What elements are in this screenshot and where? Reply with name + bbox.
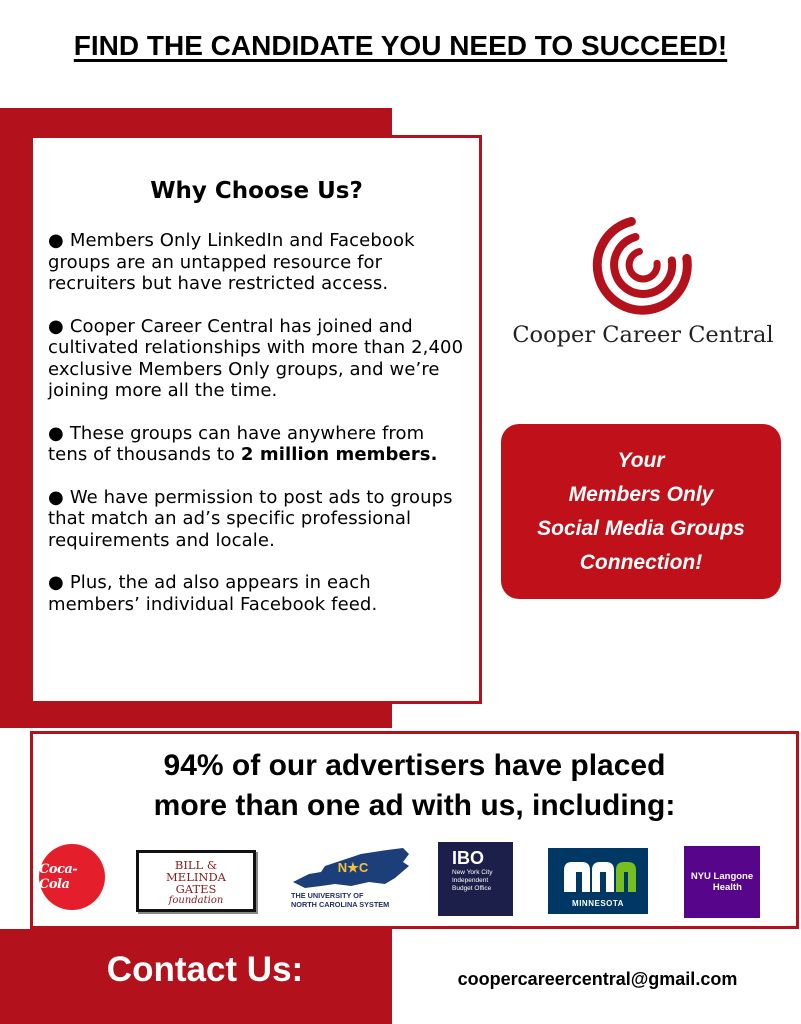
advertisers-box [30,731,799,929]
unc-line: NORTH CAROLINA SYSTEM [291,899,390,909]
ibo-line: Budget Office [452,885,492,892]
bullet-text: These groups can have anywhere from tens of thousands to [48,422,425,465]
gates-line: GATES [175,882,217,896]
bullet-text: Plus, the ad also appears in each members’ individual Facebook feed. [48,572,378,615]
minnesota-name: MINNESOTA [572,899,624,908]
bullet-dot-icon: ● [48,486,64,508]
contact-label: Contact Us: [106,950,304,989]
advertiser-logos [33,839,796,919]
north-carolina-map-icon [291,844,416,890]
unc-emblem: N★C [337,860,369,875]
tagline-line: Your [617,448,665,472]
ibo-logo [438,842,513,916]
bullet-item [48,230,465,295]
gates-line: BILL & [174,858,218,872]
advertisers-heading [33,746,796,826]
company-logo [508,212,778,362]
tagline-box [501,424,781,599]
bullet-item [48,316,465,402]
bullet-dot-icon: ● [48,315,64,337]
gates-line: MELINDA [166,870,226,884]
bullet-item [48,487,465,552]
bullet-dot-icon: ● [48,572,64,593]
why-choose-us-box [30,135,482,704]
tagline-line: Social Media Groups [537,516,745,540]
why-title: Why Choose Us? [150,178,363,204]
unc-line: THE UNIVERSITY OF [291,891,364,900]
nyu-langone-logo [684,846,760,918]
contact-email-link[interactable]: coopercareercentral@gmail.com [457,969,738,989]
minnesota-m-icon [548,852,648,902]
bullet-dot-icon: ● [48,230,64,251]
gates-line: foundation [168,895,224,906]
unc-system-logo [291,844,416,916]
unc-text [291,892,416,909]
bullet-dot-icon: ● [48,422,64,444]
bullet-bold-text: 2 million members. [240,444,438,465]
ibo-line: Independent [452,877,489,884]
nyu-line: NYU Langone [690,871,754,882]
page-headline: FIND THE CANDIDATE YOU NEED TO SUCCEED! [73,30,728,61]
bullet-text: We have permission to post ads to groups that match an ad’s specific professional requirements and locale. [48,486,453,551]
concentric-arcs-icon [590,212,696,318]
advertisers-heading-line: 94% of our advertisers have placed [163,749,666,782]
ibo-mark: IBO [452,848,485,868]
bullet-text: Cooper Career Central has joined and cultivated relationships with more than 2,400 exclusive Members Only groups, and we’re joining more all the time. [48,315,464,401]
bullet-item [48,572,465,615]
minnesota-logo [548,848,648,914]
bullet-list [48,230,465,615]
nyu-line: Health [712,882,742,893]
bullet-text: Members Only LinkedIn and Facebook groups are an untapped resource for recruiters but have restricted access. [48,230,415,294]
tagline-line: Connection! [579,550,703,574]
coca-cola-logo: Coca-Cola [39,844,105,910]
bullet-item [48,423,465,466]
company-name: Cooper Career Central [512,322,774,348]
gates-foundation-logo [136,850,256,912]
ibo-line: New York City [452,869,493,876]
tagline-line: Members Only [568,482,714,506]
advertisers-heading-line: more than one ad with us, including: [153,789,676,822]
